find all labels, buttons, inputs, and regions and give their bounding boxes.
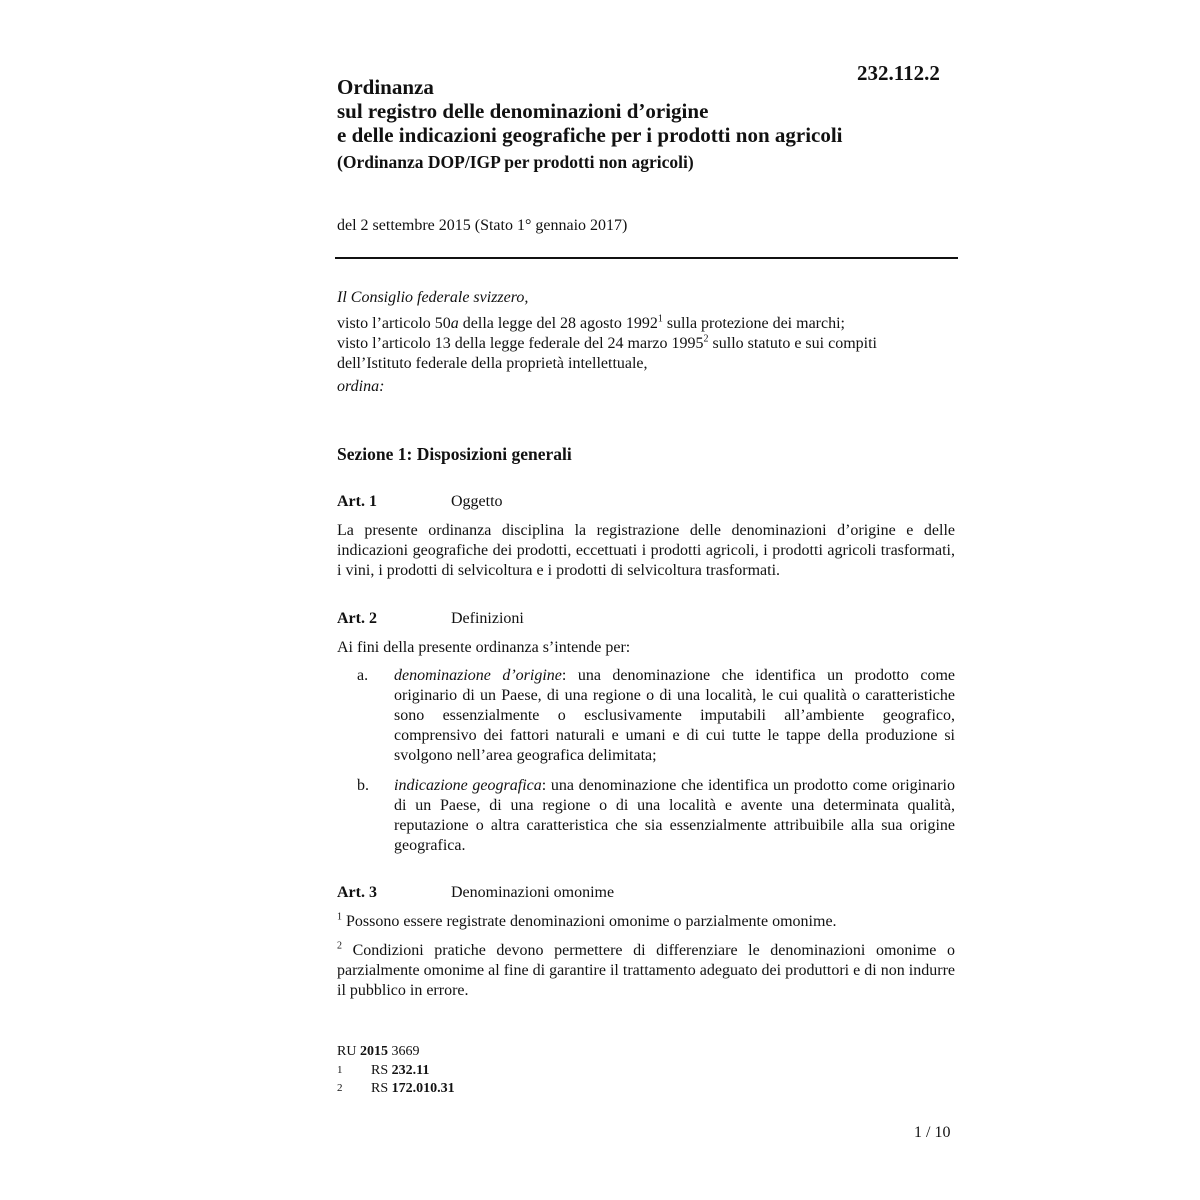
list-label: b.	[357, 777, 369, 794]
preamble-line-3: dell’Istituto federale della proprietà intellettuale,	[337, 355, 648, 372]
article-3-number: Art. 3	[337, 884, 377, 901]
article-1-heading	[337, 493, 503, 511]
article-3-paragraph-1: $^1$ Possono essere registrate denominazioni omonime o parzialmente omonime.	[337, 911, 837, 930]
preamble-ordina: ordina:	[337, 378, 385, 395]
article-2-heading	[337, 610, 524, 628]
preamble	[337, 288, 957, 397]
definition-item-a	[337, 666, 955, 766]
preamble-line-2: visto l’articolo 13 della legge federale del 24 marzo 1995$^2$ sullo statuto e sui compiti	[337, 333, 877, 352]
preamble-line-1: visto l’articolo 50a della legge del 28 agosto 1992$^1$ sulla protezione dei marchi;	[337, 313, 845, 332]
official-collection-ref: RU 2015 3669	[337, 1044, 420, 1059]
article-1-number: Art. 1	[337, 493, 377, 510]
footnote-1: 1 RS 232.11	[337, 1063, 430, 1078]
footnote-ref-2[interactable]: 2	[703, 333, 709, 345]
document-date: del 2 settembre 2015 (Stato 1° gennaio 2017)	[337, 217, 628, 234]
title-line-3: e delle indicazioni geografiche per i prodotti non agricoli	[337, 123, 843, 147]
list-label: a.	[357, 667, 369, 684]
definition-term: denominazione d’origine	[394, 667, 562, 684]
footnote-ref-1[interactable]: 1	[657, 313, 663, 325]
definition-text: : una denominazione che identifica un prodotto come originario di un Paese, di una regione o di una località, le cui qualità o caratteristiche sono essenzialmente o esclusivamente imputabili all’ambiente geografico, comprensivo dei fattori naturali e umani e di cui tutte le tappe della produzione si svolgono nell’area geografica delimitata;	[394, 667, 956, 764]
footnote-2: 2 RS 172.010.31	[337, 1081, 455, 1096]
article-3-title: Denominazioni omonime	[451, 884, 615, 901]
article-1-text: La presente ordinanza disciplina la registrazione delle denominazioni d’origine e delle indicazioni geografiche dei prodotti, eccettuati i prodotti agricoli, i prodotti agricoli trasformati, i vini, i prodotti di selvicoltura e i prodotti di selvicoltura trasformati.	[337, 522, 955, 579]
preamble-authority: Il Consiglio federale svizzero,	[337, 289, 529, 306]
title-line-1: Ordinanza	[337, 75, 434, 99]
title-line-2: sul registro delle denominazioni d’origine	[337, 99, 709, 123]
definition-item-b	[337, 776, 955, 856]
page-number: 1 / 10	[914, 1124, 951, 1141]
document-title	[337, 75, 957, 147]
document-number: 232.112.2	[857, 61, 940, 85]
definition-text: : una denominazione che identifica un prodotto come originario di un Paese, di una regione o di una località e avente una determinata qualità, reputazione o altra caratteristica che sia essenzialmente attribuibile alla sua origine geografica.	[394, 777, 955, 854]
article-3-paragraph-2: $^2$ Condizioni pratiche devono permettere di differenziare le denominazioni omonime o parzialmente omonime al fine di garantire il trattamento adeguato dei produttori e di non indurre il pubblico in errore.	[337, 940, 955, 999]
header-divider	[335, 257, 958, 259]
article-1-title: Oggetto	[451, 493, 503, 510]
article-3-heading	[337, 884, 614, 902]
definition-term: indicazione geografica	[394, 777, 542, 794]
section-heading: Sezione 1: Disposizioni generali	[337, 444, 572, 464]
document-subtitle: (Ordinanza DOP/IGP per prodotti non agricoli)	[337, 152, 694, 172]
article-2-title: Definizioni	[451, 610, 524, 627]
article-2-number: Art. 2	[337, 610, 377, 627]
article-2-intro: Ai fini della presente ordinanza s’intende per:	[337, 639, 631, 656]
